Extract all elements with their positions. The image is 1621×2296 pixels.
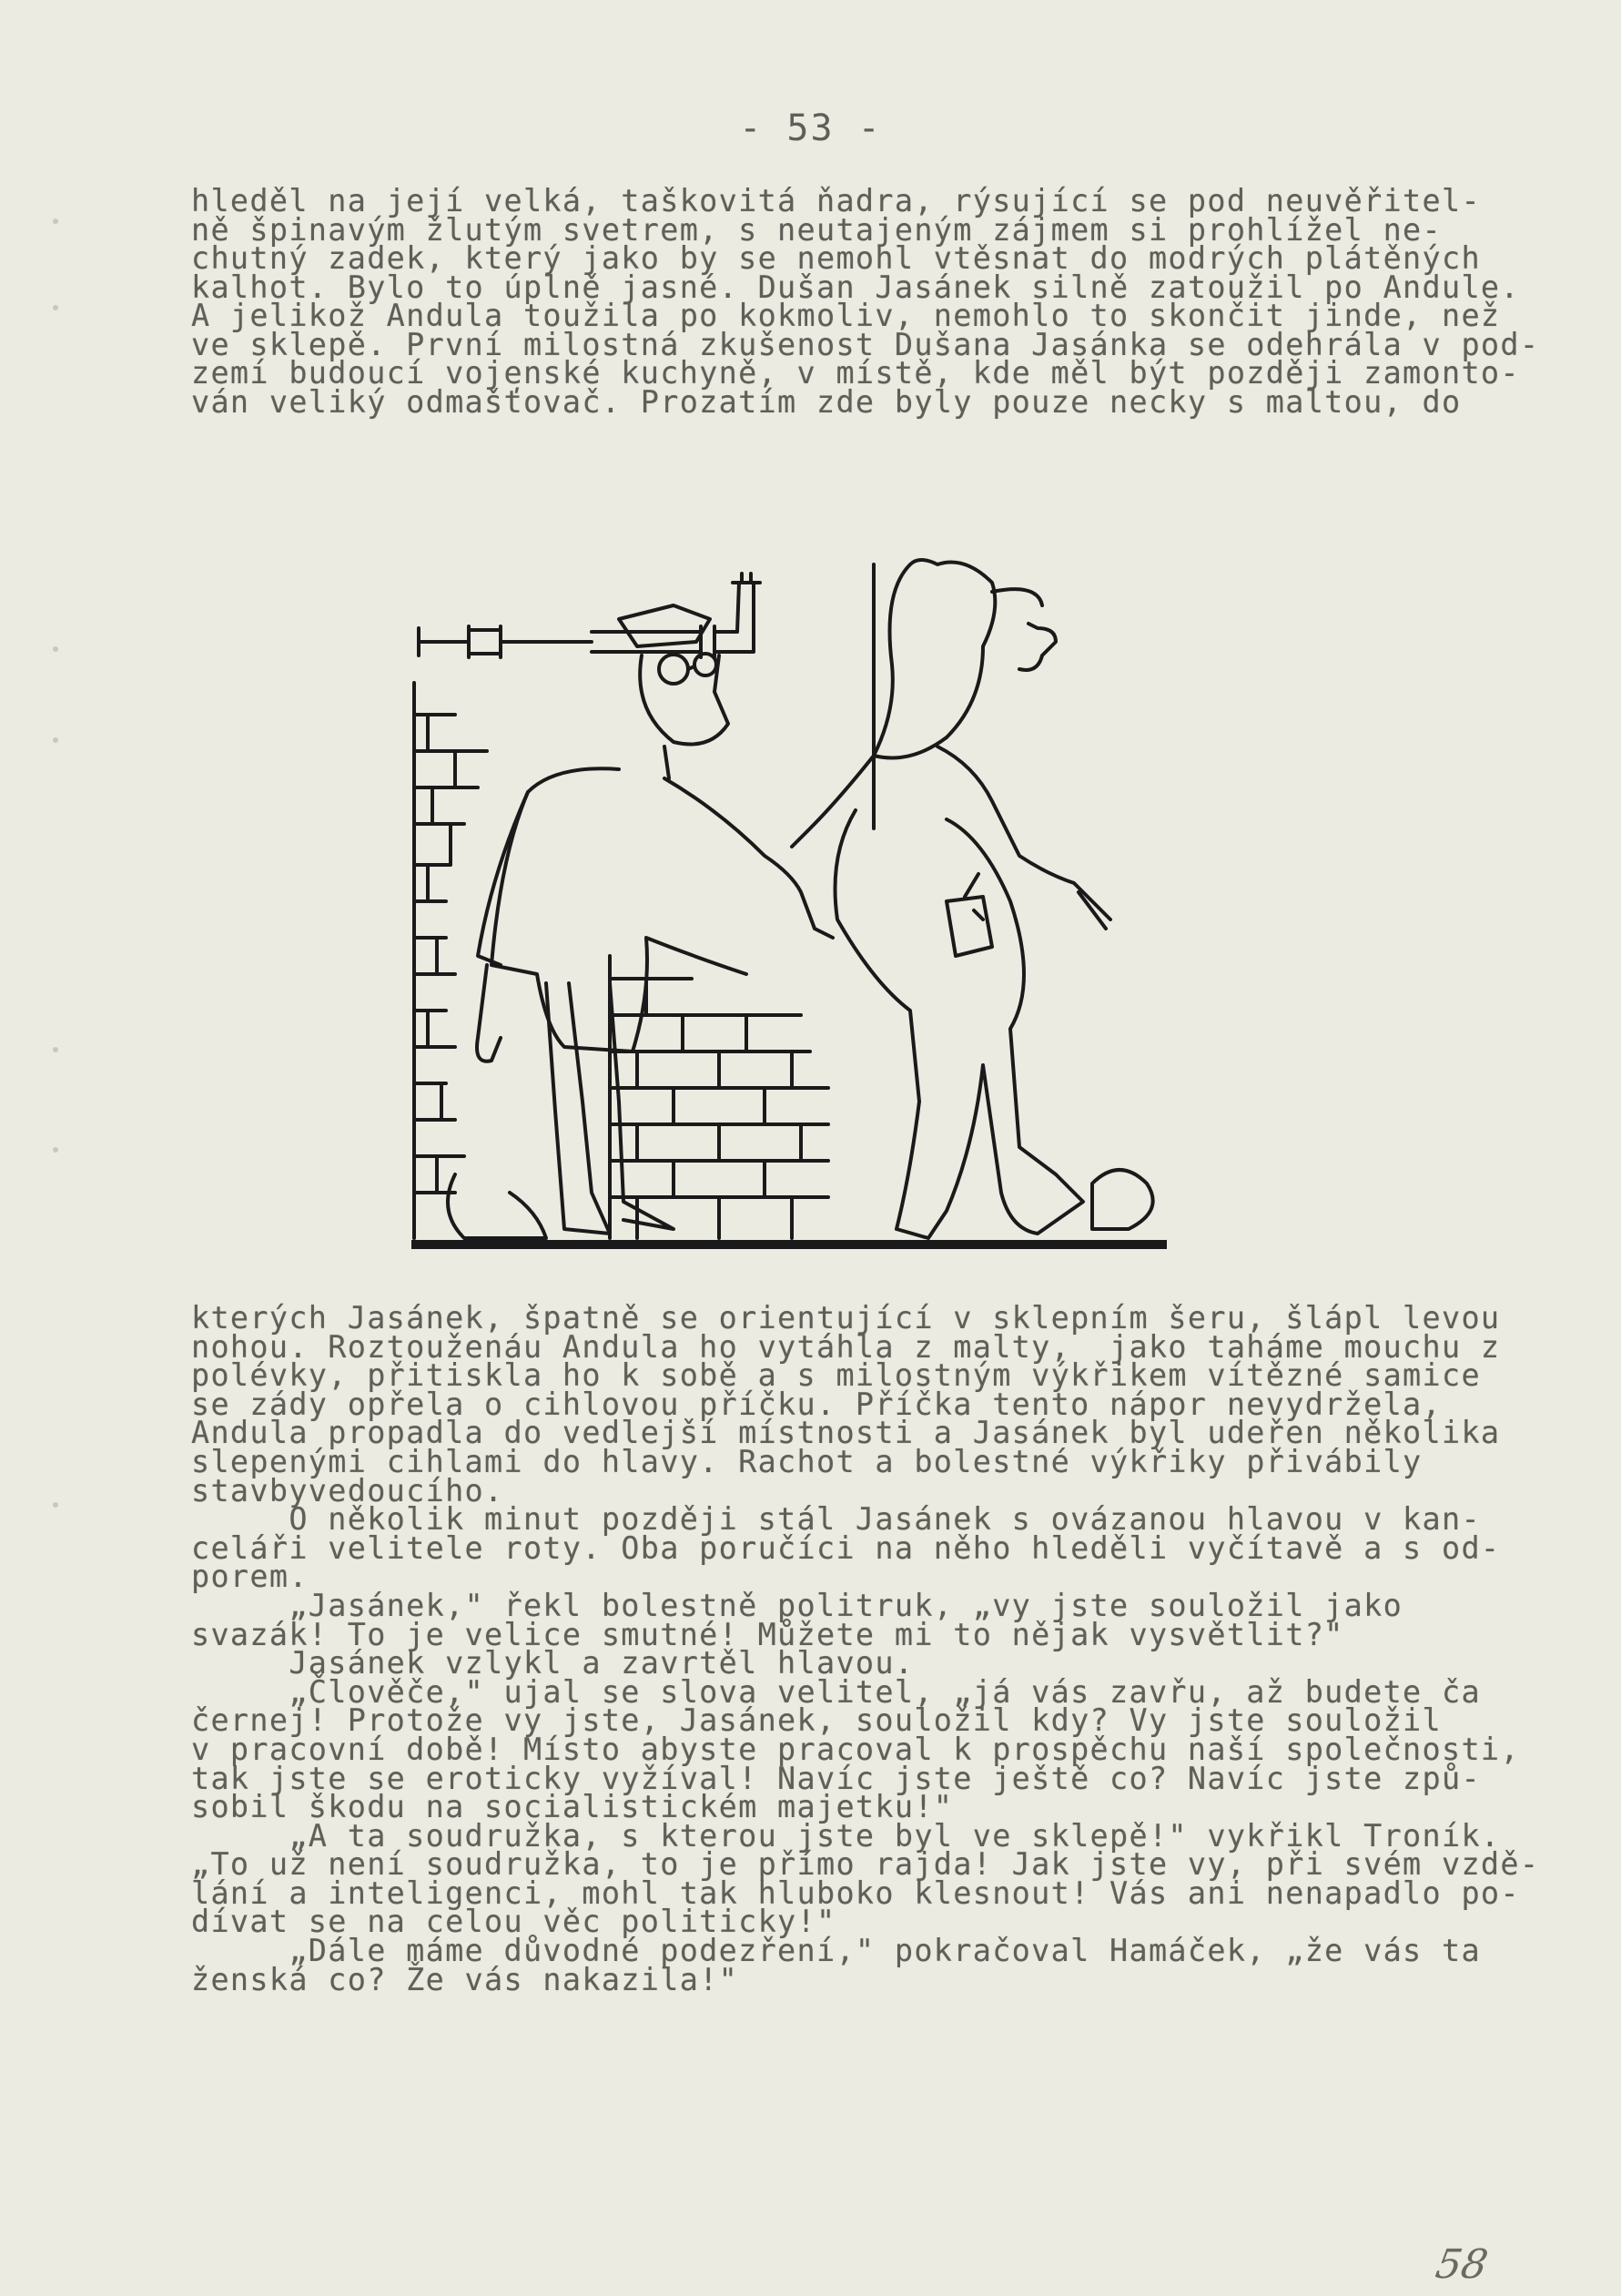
text-line: „A ta soudružka, s kterou jste byl ve sklepě!" vykřikl Troník.: [191, 1817, 1501, 1854]
text-line: ván veliký odmašťovač. Prozatím zde byly pouze necky s maltou, do: [191, 383, 1462, 420]
punch-hole: [53, 1147, 58, 1153]
text-line: Jasánek vzlykl a zavrtěl hlavou.: [191, 1645, 915, 1681]
text-line: kalhot. Bylo to úplně jasné. Dušan Jasánek silně zatoužil po Andule.: [191, 269, 1520, 305]
brick-wall-center: [610, 956, 828, 1238]
page-number: - 53 -: [739, 107, 882, 149]
punch-hole: [53, 218, 58, 224]
woman-figure: [792, 560, 1153, 1238]
punch-hole: [53, 305, 58, 310]
text-line: zemí budoucí vojenské kuchyně, v místě, kde měl být později zamonto-: [191, 355, 1520, 391]
text-line: polévky, přitiskla ho k sobě a s milostným výkřikem vítězné samice: [191, 1357, 1481, 1394]
handwritten-page-number: 58: [1432, 2241, 1492, 2288]
text-line: v pracovní době! Místo abyste pracoval k prospěchu naší společnosti,: [191, 1731, 1520, 1767]
text-line: A jelikož Andula toužila po kokmoliv, nemohlo to skončit jinde, než: [191, 298, 1501, 333]
text-line: slepenými cihlami do hlavy. Rachot a bolestné výkřiky přivábily: [191, 1443, 1423, 1479]
text-line: kterých Jasánek, špatně se orientující v sklepním šeru, šlápl levou: [191, 1300, 1501, 1336]
text-line: porem.: [191, 1559, 309, 1595]
punch-hole: [53, 1502, 58, 1508]
text-line: černej! Protože vy jste, Jasánek, souložil kdy? Vy jste souložil: [191, 1702, 1442, 1739]
text-line: „Jasánek," řekl bolestně politruk, „vy jste souložil jako: [191, 1587, 1403, 1623]
text-line: celáři velitele roty. Oba poručíci na něho hleděli vyčítavě a s od-: [191, 1529, 1501, 1566]
floor-line: [411, 1240, 1167, 1249]
text-line: svazák! To je velice smutné! Můžete mi to nějak vysvětlit?": [191, 1616, 1344, 1652]
text-line: ně špinavým žlutým svetrem, s neutajeným zájmem si prohlížel ne-: [191, 211, 1442, 248]
punch-hole: [53, 1047, 58, 1052]
text-line: tak jste se eroticky vyžíval! Navíc jste ještě co? Navíc jste způ-: [191, 1760, 1481, 1796]
text-line: se zády opřela o cihlovou příčku. Příčka tento nápor nevydržela,: [191, 1386, 1442, 1422]
text-line: O několik minut později stál Jasánek s ovázanou hlavou v kan-: [191, 1501, 1481, 1538]
wall-pipe: [419, 574, 760, 657]
text-line: lání a inteligenci, mohl tak hluboko klesnout! Vás ani nenapadlo po-: [191, 1874, 1520, 1911]
text-line: nohou. Roztouženáu Andula ho vytáhla z malty, jako taháme mouchu z: [191, 1328, 1501, 1365]
text-block-bottom: [191, 1300, 1540, 1997]
text-line: „To už není soudružka, to je přímo rajda! Jak jste vy, při svém vzdě-: [191, 1846, 1540, 1883]
text-line: „Člověče," ujal se slova velitel, „já vás zavřu, až budete ča: [191, 1673, 1481, 1710]
brick-wall-left: [414, 683, 487, 1238]
text-line: stavbyvedoucího.: [191, 1472, 504, 1509]
text-line: hleděl na její velká, taškovitá ňadra, rýsující se pod neuvěřitel-: [191, 183, 1481, 218]
text-line: Andula propadla do vedlejší místnosti a Jasánek byl udeřen několika: [191, 1415, 1501, 1451]
cartoon-illustration: [400, 555, 1174, 1275]
text-line: „Dále máme důvodné podezření," pokračoval Hamáček, „že vás ta: [191, 1933, 1481, 1969]
text-line: ve sklepě. První milostná zkušenost Dušana Jasánka se odehrála v pod-: [191, 326, 1540, 362]
text-line: dívat se na celou věc politicky!": [191, 1904, 836, 1940]
text-block-top: [191, 183, 1540, 420]
text-line: ženská co? Že vás nakazila!": [191, 1961, 739, 1997]
text-line: chutný zadek, který jako by se nemohl vtěsnat do modrých plátěných: [191, 240, 1481, 276]
punch-hole: [53, 737, 58, 743]
man-figure: [448, 605, 833, 1238]
text-line: sobil škodu na socialistickém majetku!": [191, 1789, 954, 1825]
punch-hole: [53, 646, 58, 652]
